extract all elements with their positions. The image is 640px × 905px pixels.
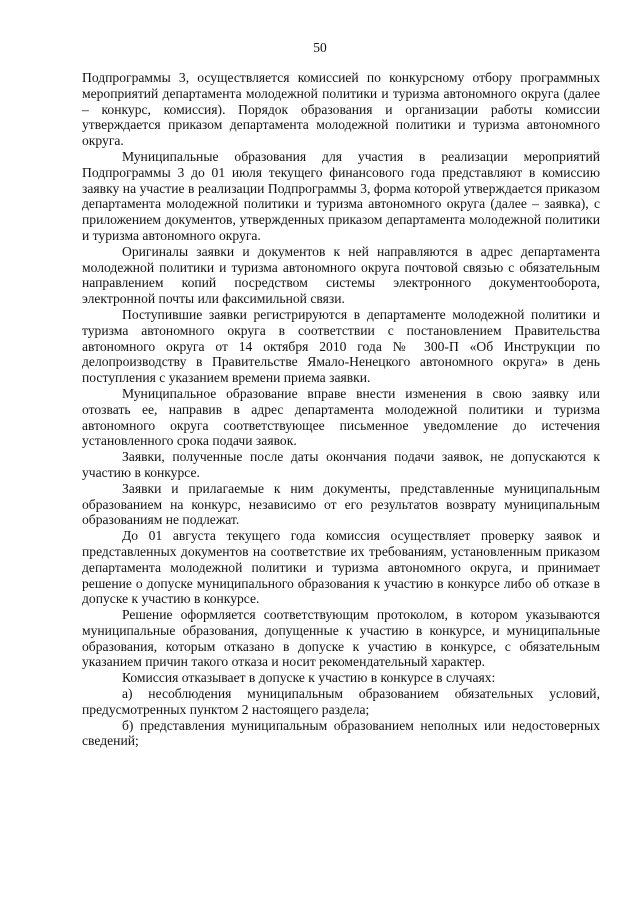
paragraph-6: Заявки, полученные после даты окончания подачи заявок, не допускаются к участию в конкурсе. bbox=[82, 449, 600, 480]
paragraph-9: Решение оформляется соответствующим протоколом, в котором указываются муниципальные образования, допущенные к участию в конкурсе, и муниципальные образования, которым отказано в допуске к участию в конкурсе, с обязательным указанием причин такого отказа и носит рекомендательный характер. bbox=[82, 607, 600, 670]
paragraph-8: До 01 августа текущего года комиссия осуществляет проверку заявок и представленных документов на соответствие их требованиям, установленным приказом департамента молодежной политики и туризма автономного округа, и принимает решение о допуске муниципального образования к участию в конкурсе либо об отказе в допуске к участию в конкурсе. bbox=[82, 528, 600, 607]
paragraph-11: а) несоблюдения муниципальным образованием обязательных условий, предусмотренных пунктом 2 настоящего раздела; bbox=[82, 686, 600, 717]
document-body bbox=[82, 70, 600, 749]
paragraph-1: Подпрограммы 3, осуществляется комиссией по конкурсному отбору программных мероприятий департамента молодежной политики и туризма автономного округа (далее – конкурс, комиссия). Порядок образования и организации работы комиссии утверждается приказом департамента молодежной политики и туризма автономного округа. bbox=[82, 70, 600, 149]
paragraph-7: Заявки и прилагаемые к ним документы, представленные муниципальным образованием на конкурс, независимо от его результатов возврату муниципальным образованиям не подлежат. bbox=[82, 480, 600, 528]
paragraph-4: Поступившие заявки регистрируются в департаменте молодежной политики и туризма автономного округа в соответствии с постановлением Правительства автономного округа от 14 октября 2010 года № 300-П «Об Инструкции по делопроизводству в Правительстве Ямало-Ненецкого автономного округа» в день поступления с указанием времени приема заявки. bbox=[82, 306, 600, 386]
paragraph-5: Муниципальное образование вправе внести изменения в свою заявку или отозвать ее, направив в адрес департамента молодежной политики и туризма автономного округа соответствующее письменное уведомление до истечения установленного срока подачи заявок. bbox=[82, 385, 600, 449]
paragraph-2: Муниципальные образования для участия в реализации мероприятий Подпрограммы 3 до 01 июля текущего финансового года представляют в комиссию заявку на участие в реализации Подпрограммы 3, форма которой утверждается приказом департамента молодежной политики и туризма автономного округа (далее – заявка), с приложением документов, утвержденных приказом департамента молодежной политики и туризма автономного округа. bbox=[82, 148, 600, 243]
page-number: 50 bbox=[313, 40, 327, 55]
paragraph-10: Комиссия отказывает в допуске к участию в конкурсе в случаях: bbox=[122, 670, 496, 686]
paragraph-3: Оригиналы заявки и документов к ней направляются в адрес департамента молодежной политики и туризма автономного округа почтовой связью с обязательным направлением копий посредством системы электронного документооборота, электронной почты или факсимильной связи. bbox=[82, 243, 600, 307]
paragraph-12: б) представления муниципальным образованием неполных или недостоверных сведений; bbox=[82, 717, 600, 749]
